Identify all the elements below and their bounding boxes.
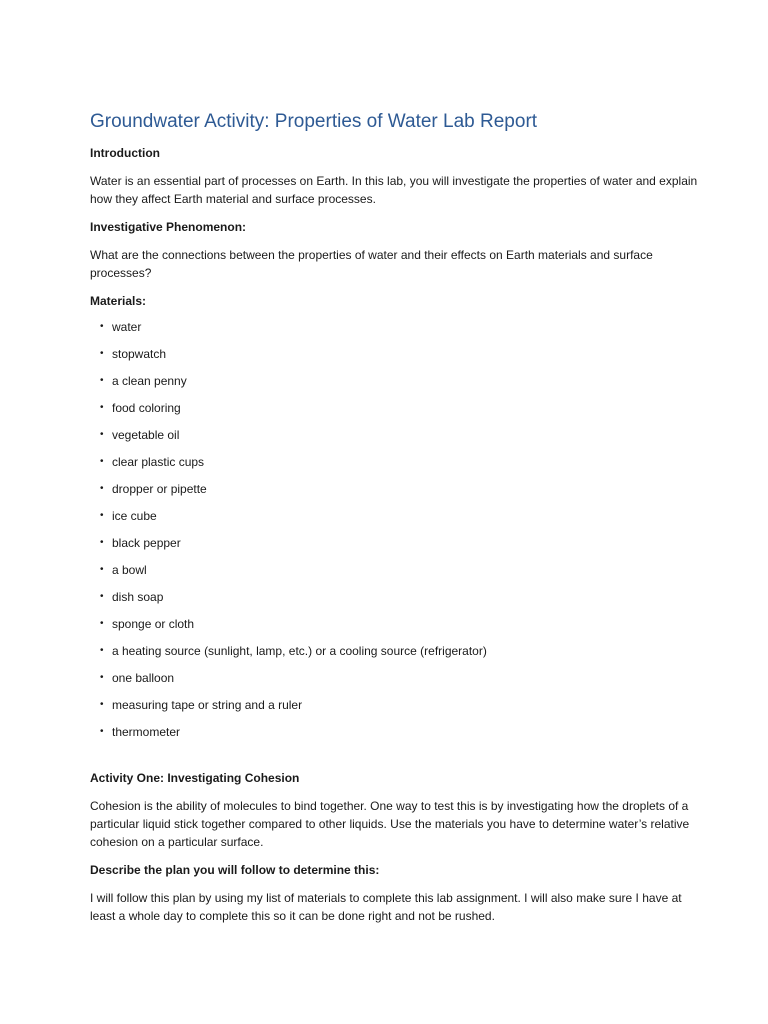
- activity-one-heading: Activity One: Investigating Cohesion: [90, 771, 300, 785]
- material-label: dish soap: [112, 590, 164, 604]
- bullet-icon: •: [100, 321, 104, 332]
- materials-list: [90, 318, 710, 750]
- material-label: thermometer: [112, 725, 181, 739]
- material-label: stopwatch: [112, 347, 167, 361]
- bullet-icon: •: [100, 726, 104, 737]
- bullet-icon: •: [100, 375, 104, 386]
- list-item: [90, 588, 710, 615]
- document-page: [90, 108, 710, 925]
- activity-one-text: Cohesion is the ability of molecules to bind together. One way to test this is by investigating how the droplets of a particular liquid stick together compared to other liquids. Use the materials you have to determine water’s relative cohesion on a particular surface.: [90, 799, 690, 849]
- introduction-text: Water is an essential part of processes on Earth. In this lab, you will investigate the properties of water and explain how they affect Earth material and surface processes.: [90, 174, 698, 206]
- material-label: black pepper: [112, 536, 181, 550]
- bullet-icon: •: [100, 510, 104, 521]
- material-label: food coloring: [112, 401, 181, 415]
- bullet-icon: •: [100, 645, 104, 656]
- bullet-icon: •: [100, 564, 104, 575]
- material-label: ice cube: [112, 509, 157, 523]
- material-label: dropper or pipette: [112, 482, 207, 496]
- list-item: [90, 507, 710, 534]
- material-label: water: [112, 320, 142, 334]
- list-item: [90, 615, 710, 642]
- list-item: [90, 399, 710, 426]
- list-item: [90, 318, 710, 345]
- phenomenon-heading: Investigative Phenomenon:: [90, 220, 247, 234]
- list-item: [90, 453, 710, 480]
- bullet-icon: •: [100, 483, 104, 494]
- bullet-icon: •: [100, 699, 104, 710]
- list-item: [90, 696, 710, 723]
- list-item: [90, 561, 710, 588]
- materials-heading: Materials:: [90, 294, 147, 308]
- material-label: vegetable oil: [112, 428, 180, 442]
- bullet-icon: •: [100, 591, 104, 602]
- plan-heading: Describe the plan you will follow to determine this:: [90, 863, 380, 877]
- list-item: [90, 534, 710, 561]
- list-item: [90, 669, 710, 696]
- material-label: a clean penny: [112, 374, 187, 388]
- phenomenon-text: What are the connections between the properties of water and their effects on Earth materials and surface processes?: [90, 248, 653, 280]
- material-label: clear plastic cups: [112, 455, 205, 469]
- bullet-icon: •: [100, 402, 104, 413]
- list-item: [90, 642, 710, 669]
- list-item: [90, 372, 710, 399]
- material-label: a bowl: [112, 563, 147, 577]
- material-label: sponge or cloth: [112, 617, 195, 631]
- list-item: [90, 480, 710, 507]
- bullet-icon: •: [100, 429, 104, 440]
- bullet-icon: •: [100, 348, 104, 359]
- bullet-icon: •: [100, 456, 104, 467]
- plan-answer: I will follow this plan by using my list of materials to complete this lab assignment. I will also make sure I have at least a whole day to complete this so it can be done right and not be rushed.: [90, 891, 682, 923]
- bullet-icon: •: [100, 618, 104, 629]
- material-label: measuring tape or string and a ruler: [112, 698, 303, 712]
- bullet-icon: •: [100, 672, 104, 683]
- material-label: a heating source (sunlight, lamp, etc.) or a cooling source (refrigerator): [112, 644, 487, 658]
- material-label: one balloon: [112, 671, 175, 685]
- bullet-icon: •: [100, 537, 104, 548]
- introduction-heading: Introduction: [90, 146, 160, 160]
- document-title: Groundwater Activity: Properties of Water Lab Report: [90, 111, 538, 132]
- list-item: [90, 426, 710, 453]
- list-item: [90, 345, 710, 372]
- list-item: [90, 723, 710, 750]
